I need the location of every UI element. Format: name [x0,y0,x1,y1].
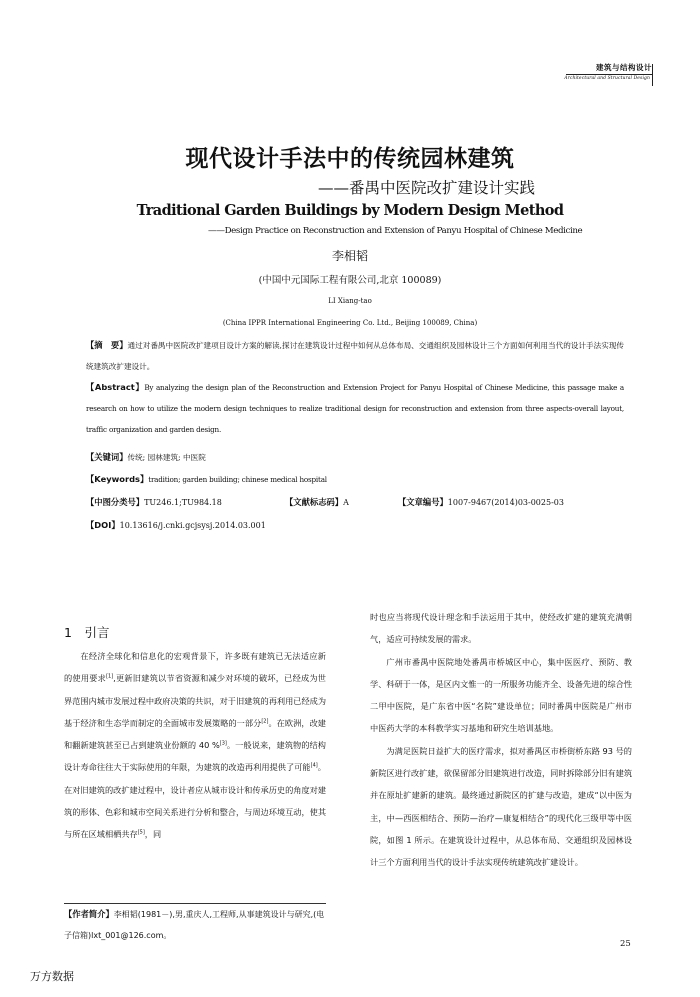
doc-code [285,496,349,508]
abstract-cn [86,335,624,377]
keywords-en [86,473,327,485]
right-paragraph-1: 时也应当将现代设计理念和手法运用于其中，使经改扩建的建筑充满朝气，适应可持续发展的需求。 [370,612,632,645]
doc-value: A [343,498,349,507]
article-label: 【文章编号】 [398,497,448,507]
text-run: ，同 [144,829,162,840]
header-rule [566,74,652,75]
section-heading: 1 引言 [64,625,110,640]
author-footnote [64,904,326,946]
footnote-text: 李相韬(1981－),男,重庆人,工程师,从事建筑设计与研究,(电子信箱)lxt_001@126.com。 [64,910,325,940]
article-value: 1007-9467(2014)03-0025-03 [447,498,564,507]
watermark: 万方数据 [30,970,74,983]
text-run: 。在对旧建筑的改扩建过程中，设计者应从城市设计和传承历史的角度对建筑的形体、色彩和城市空间关系进行分析和整合，与周边环境互动，使其与所在区域相栖共存 [64,762,327,840]
left-paragraph [64,645,326,846]
keywords-cn-text: 传统; 园林建筑; 中医院 [127,453,206,462]
text-run: 在经济全球化和信息化的宏观背景下，许多既有建筑已无法适应新的使用要求 [64,651,326,684]
subtitle-en: ——Design Practice on Reconstruction and Extension of Panyu Hospital of Chinese Medicine [208,226,583,236]
article-code [398,496,564,508]
affiliation-en: (China IPPR International Engineering Co. Ltd., Beijing 100089, China) [222,319,478,327]
citation: [5] [137,829,145,836]
title-cn: 现代设计手法中的传统园林建筑 [185,145,515,172]
keywords-cn [86,451,206,463]
citation: [3] [219,740,227,747]
citation: [1] [106,673,114,680]
right-column [370,606,632,874]
abstract-en [86,377,624,440]
abstract-en-label: 【Abstract】 [86,382,145,392]
doi-value: 10.13616/j.cnki.gcjsysj.2014.03.001 [119,521,266,530]
right-paragraph-2: 广州市番禺中医院地处番禺市桥城区中心，集中医医疗、预防、教学、科研于一体，是区内文惟一的一所服务功能齐全、设备先进的综合性二甲中医院，是广东省中医“名院”建设单位；同时番禺中医院是广州市中医药大学的本科教学实习基地和研究生培训基地。 [370,656,633,734]
doi-label: 【DOI】 [86,520,120,530]
subtitle-cn: ——番禺中医院改扩建设计实践 [318,179,536,197]
keywords-cn-label: 【关键词】 [86,452,128,462]
left-column [64,645,326,846]
clc-code [86,496,222,508]
keywords-en-label: 【Keywords】 [86,474,149,484]
abstract-cn-label: 【摘 要】 [86,340,128,350]
text-run: 。一般说来，建筑物的结构设计寿命往往大于实际使用的年限，为建筑的改造再利用提供了可能 [64,740,326,773]
page-number: 25 [620,939,631,949]
doc-label: 【文献标志码】 [285,497,344,507]
title-en: Traditional Garden Buildings by Modern Design Method [136,202,564,219]
header-bar [652,64,653,86]
text-run: 。在欧洲，改建和翻新建筑甚至已占到建筑业份额的 40 % [64,717,326,751]
citation: [4] [310,762,318,769]
abstract-en-text: By analyzing the design plan of the Reconstruction and Extension Project for Panyu Hospital of Chinese Medicine, this passage make a research on how to utilize the modern design techniques to realize traditional design for reconstruction and extension from three aspects-overall layout, traffic organization and garden design. [86,383,625,434]
author-en: LI Xiang-tao [328,297,372,305]
footnote-label: 【作者简介】 [64,909,114,919]
abstract-cn-text: 通过对番禺中医院改扩建项目设计方案的解读,探讨在建筑设计过程中如何从总体布局、交通组织及园林设计三个方面如何利用当代的设计手法实现传统建筑改扩建设计。 [86,341,624,371]
journal-header-cn: 建筑与结构设计 [596,63,652,72]
text-run: ,更新旧建筑以节省资源和减少对环境的破坏，已经成为世界范围内城市发展过程中政府决策的共识，对于旧建筑的再利用已经成为基于经济和生态学而制定的全面城市发展策略的一部分 [64,673,327,728]
clc-value: TU246.1;TU984.18 [144,498,222,507]
keywords-en-text: tradition; garden building; chinese medical hospital [148,475,327,484]
doi [86,519,266,531]
affiliation-cn: (中国中元国际工程有限公司,北京 100089) [258,275,442,286]
citation: [2] [261,718,269,725]
right-paragraph-3: 为满足医院日益扩大的医疗需求，拟对番禺区市桥街桥东路 93 号的新院区进行改扩建，欲保留部分旧建筑进行改造，同时拆除部分旧有建筑并在原址扩建新的建筑。最终通过新院区的扩建与改造，建成“以中医为主，中—西医相结合、预防—治疗—康复相结合”的现代化三级甲等中医院，如图 1 所示。在建筑设计过程中，从总体布局、交通组织及园林设计三个方面利用当代的设计手法实现传统建筑改扩建设计。 [370,745,633,868]
journal-header-en: Architectural and Structural Design [564,76,650,81]
author-cn: 李相韬 [331,249,368,263]
clc-label: 【中图分类号】 [86,497,145,507]
